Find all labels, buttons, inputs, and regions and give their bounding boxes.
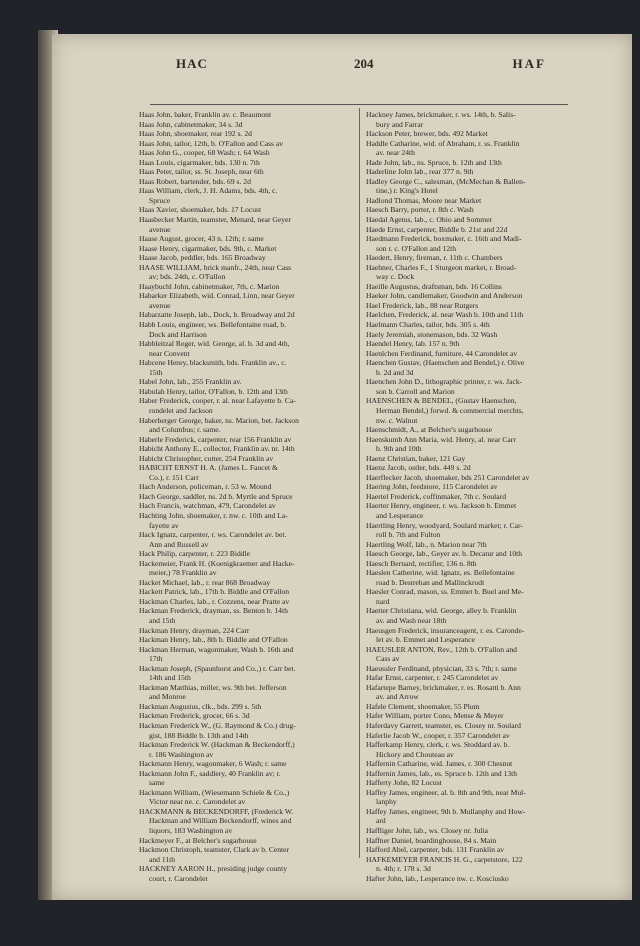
directory-entry-line: Haenskumb Ann Maria, wid. Henry, al. near Carr <box>366 434 516 444</box>
directory-entry-line: rondelet and Jackson <box>149 405 213 415</box>
directory-entry-line: Haffey James, engineer, al. b. 8th and 9th, near Mul- <box>366 787 526 797</box>
directory-entry-line: court, r. Carondelet <box>149 873 208 883</box>
directory-entry-line: Hade John, lab., ns. Spruce, b. 12th and 13th <box>366 157 502 167</box>
directory-entry-line: Haedert, Henry, fireman, r. 11th c. Chambers <box>366 253 503 263</box>
directory-entry-line: 17th <box>149 654 163 664</box>
directory-entry-line: Haeusgen Frederick, insuranceagent, r. es. Caronde- <box>366 625 525 635</box>
directory-entry-line: Habarker Elizabeth, wid. Conrad, Linn, near Geyer <box>139 291 295 301</box>
directory-entry-line: Hadley George C., salesman, (McMechan & Ballen- <box>366 176 526 186</box>
directory-entry-line: and Columbus; r. same. <box>149 425 221 435</box>
directory-entry-line: Hackman Augustus, clk., bds. 299 s. 5th <box>139 701 262 711</box>
directory-entry-line: ard <box>376 816 386 826</box>
directory-entry-line: Hackman Herman, wagonmaker, Wash b. 16th and <box>139 644 294 654</box>
directory-entry-line: Haas Robert, bartender, bds. 69 s. 2d <box>139 176 251 186</box>
directory-entry-line: Hackman Frederick W., (G. Raymond & Co.) drug- <box>139 721 296 730</box>
directory-entry-line: HAASE WILLIAM, brick manfr., 24th, near Cass <box>139 262 292 272</box>
directory-entry-line: Habb Louis, engineer, ws. Bellefontaine road, b. <box>139 320 287 330</box>
directory-entry-line: Haering John, feedstore, 115 Carondelet av <box>366 482 498 492</box>
directory-entry-line: Hadlond Thomas, Moore near Market <box>366 195 482 205</box>
directory-entry-line: Ann and Russell av <box>149 539 209 549</box>
directory-entry-line: Cass av <box>376 654 400 664</box>
directory-entry-line: Haberberger George, baker, ns. Marion, bet. Jackson <box>139 415 299 425</box>
header-rule <box>150 104 568 105</box>
directory-entry-line: Haas Xavier, shoemaker, bds. 17 Locust <box>139 205 262 215</box>
directory-entry-line: Hackson Peter, brewer, bds. 492 Market <box>366 129 488 139</box>
directory-entry-line: Hacket Michael, lab., r. rear 868 Broadway <box>139 577 271 587</box>
directory-entry-line: son r. c. O'Fallon and 12th <box>376 243 457 253</box>
directory-entry-line: Haas Peter, tailor, ss. St. Joseph, near 6th <box>139 167 264 177</box>
directory-entry-line: Haase Henry, cigarmaker, bds. 9th, c. Market <box>139 243 277 253</box>
directory-entry-line: Haas John, tailor, 12th, b. O'Fallon and Cass av <box>139 138 284 148</box>
page-header <box>76 54 566 76</box>
directory-entry-line: Haffey James, engineer, 9th b. Mullanphy and How- <box>366 806 526 816</box>
directory-entry-line: Haberle Frederick, carpenter, rear 156 Franklin av <box>139 434 292 444</box>
directory-entry-line: Haesch George, lab., Geyer av. b. Decatur and 10th <box>366 549 523 559</box>
directory-entry-line: Hackett Patrick, lab., 17th b. Biddle and O'Fallon <box>139 587 290 597</box>
directory-entry-line: Haaybuchl John, cabinetmaker, 7th, c. Marion <box>139 281 280 291</box>
directory-entry-line: Haenlchen Ferdinand, furniture, 44 Carondelet av <box>366 348 518 358</box>
directory-entry-line: Haasbecker Martin, teamster, Menard, near Geyer <box>139 215 291 225</box>
directory-entry-line: Haeker John, candlemaker, Goodwin and Anderson <box>366 291 523 301</box>
directory-entry-line: Hackmann William, (Wiesemann Schiele & Co.,) <box>139 787 290 797</box>
directory-entry-line: HACKNEY AARON H., presiding judge county <box>139 864 287 874</box>
directory-entry-line: Haas John, cabinetmaker, 34 s. 3d <box>139 119 243 129</box>
directory-entry-line: Hickory and Chouteau av <box>376 749 454 759</box>
directory-entry-line: n. 4th; r. 178 s. 3d <box>376 864 431 874</box>
directory-entry-line: Hackman Frederick, grocer, 66 s. 3d <box>139 711 250 721</box>
directory-entry-line: b. 9th and 10th <box>376 444 422 454</box>
directory-entry-line: Hafele Clement, shoemaker, 55 Plum <box>366 701 480 711</box>
directory-entry-line: Haenchen John D., lithographic printer, r. ws. Jack- <box>366 377 523 387</box>
directory-entry-line: and Monroe <box>149 692 186 702</box>
column-divider <box>359 108 360 858</box>
directory-entry-line: Haertling Wolf, lab., n. Marion near 7th <box>366 539 487 549</box>
directory-entry-line: HACKMANN & BECKENDORFF, (Frederick W. <box>139 806 294 816</box>
directory-entry-line: Haase August, grocer, 43 n. 12th; r. same <box>139 234 264 244</box>
directory-entry-line: av. and Wash near 18th <box>376 615 447 625</box>
directory-entry-line: Haelmann Charles, tailor, bds. 305 s. 4th <box>366 320 490 330</box>
directory-entry-line: Hafferty John, 82 Locust <box>366 778 442 788</box>
directory-entry-line: Hael Frederick, lab., 88 near Rutgers <box>366 300 479 310</box>
directory-entry-line: Hackman Joseph, (Spaunhorst and Co.,) r. Carr bet. <box>139 663 296 673</box>
directory-entry-line: Hafartepe Barney, brickmaker, r. es. Rosatti b. Ann <box>366 682 521 692</box>
directory-entry-line: Haddle Catharine, wid. of Abraham, r. ss. Franklin <box>366 138 520 148</box>
directory-entry-line: Haendel Henry, lab. 157 n. 9th <box>366 339 460 349</box>
directory-entry-line: avenue <box>149 300 171 310</box>
directory-entry-line: nard <box>376 596 390 606</box>
directory-entry-line: son b. Carroll and Marion <box>376 386 455 396</box>
directory-entry-line: Haely Jeremiah, stonemason, bds. 32 Wash <box>366 329 498 339</box>
directory-entry-line: liquors, 183 Washington av <box>149 826 233 836</box>
directory-entry-line: nw. c. Walnut <box>376 415 418 425</box>
directory-entry-line: Hackmann Henry, wagonmaker, 6 Wash; r. same <box>139 759 287 769</box>
directory-entry-line: avenue <box>149 224 171 234</box>
directory-entry-line: Victor near ne. c. Carondelet av <box>149 797 246 807</box>
directory-entry-line: Habcene Henry, blacksmith, bds. Franklin av., c. <box>139 358 287 368</box>
directory-entry-line: Haesler Conrad, mason, ss. Emmet b. Buel and Me- <box>366 587 524 597</box>
directory-entry-line: roll b. 7th and Fulton <box>376 530 441 540</box>
directory-entry-line: bury and Farrar <box>376 119 424 129</box>
directory-entry-line: Haenz Jacob, ostler, bds. 449 s. 2d <box>366 463 471 473</box>
directory-entry-line: Haffliger John, lab., ws. Closey nr. Julia <box>366 826 488 836</box>
directory-entry-line: Haetter Christiana, wid. George, alley b. Franklin <box>366 606 517 616</box>
directory-entry-line: Hackmon Christoph, teamster, Clark av b. Center <box>139 845 290 855</box>
directory-entry-line: Habarzatte Joseph, lab., Dock, b. Broadway and 2d <box>139 310 295 320</box>
directory-entry-line: meier,) 78 Franklin av <box>149 568 217 578</box>
directory-entry-line: Haeille Augustus, draftsman, bds. 16 Collins <box>366 281 502 291</box>
directory-entry-line: Haesch Barry, porter, r. 8th c. Wash <box>366 205 474 215</box>
directory-entry-line: Haeslen Catherine, wid. Ignatz, es. Bellefontaine <box>366 568 515 578</box>
directory-entry-line: Herman Bendel,) forwd. & commercial merchts, <box>376 405 524 415</box>
directory-entry-line: HAFKEMEYER FRANCIS H. G., carpetstore, 122 <box>366 854 523 864</box>
directory-entry-line: Haenschmidt, A., at Belcher's sugarhouse <box>366 425 493 435</box>
header-right-guide-word: HAF <box>512 56 546 71</box>
directory-entry-line: Hach George, saddler, ns. 2d b. Myrtle and Spruce <box>139 491 293 501</box>
directory-entry-line: tine,) r. King's Hotel <box>376 186 438 196</box>
directory-entry-line: and Lesperance <box>376 510 424 520</box>
directory-entry-line: Haferdavy Garrett, teamster, es. Closey nr. Soulard <box>366 721 521 730</box>
directory-entry-line: r. 186 Washington av <box>149 749 214 759</box>
directory-entry-line: 14th and 15th <box>149 673 191 683</box>
directory-entry-line: Haas William, clerk, J. H. Adams, bds. 4th, c. <box>139 186 278 196</box>
directory-entry-line: Haerter Henry, engineer, r. ws. Jackson b. Emmet <box>366 501 517 511</box>
directory-entry-line: Haas John, shoemaker, rear 192 s. 2d <box>139 129 252 139</box>
directory-entry-line: Haedmann Frederick, boxmaker, c. 16th and Madi- <box>366 234 522 244</box>
right-column <box>366 110 582 900</box>
directory-entry-line: and 15th <box>149 615 176 625</box>
header-left-guide-word: HAC <box>176 56 208 71</box>
directory-entry-line: gist, 188 Biddle b. 13th and 14th <box>149 730 249 740</box>
directory-entry-line: same <box>149 778 165 788</box>
directory-entry-line: Haehner, Charles F., 1 Sturgeon market, r. Broad- <box>366 262 517 272</box>
directory-entry-line: lanphy <box>376 797 397 807</box>
directory-entry-line: Haferlie Jacob W., cooper, r. 357 Carondelet av <box>366 730 510 740</box>
directory-entry-line: Hack Ignatz, carpenter, r. ws. Carondelet av. bet. <box>139 530 287 540</box>
directory-entry-line: Haas John, baker, Franklin av. c. Beaumont <box>139 110 272 119</box>
directory-entry-line: Haffner Daniel, boardinghouse, 84 s. Main <box>366 835 497 845</box>
directory-entry-line: let av. b. Emmet and Lesperance <box>376 635 475 645</box>
directory-entry-line: Hackmann John F., saddlery, 40 Franklin av; r. <box>139 768 281 778</box>
directory-entry-line: Haenz Christian, baker, 121 Gay <box>366 453 466 463</box>
directory-entry-line: Haertel Frederick, coffinmaker, 7th c. Soulard <box>366 491 506 501</box>
page-number: 204 <box>354 56 374 71</box>
directory-entry-line: Haesch Bernard, rectifier, 136 n. 8th <box>366 558 477 568</box>
directory-entry-line: Hafer William, porter Cono, Mense & Meyer <box>366 711 504 721</box>
directory-entry-line: Co.), r. 151 Carr <box>149 472 199 482</box>
directory-entry-line: near Convent <box>149 348 190 358</box>
directory-entry-line: HAENSCHEN & BENDEL, (Gustav Haenschen, <box>366 396 517 406</box>
directory-entry-line: Haedal Agetus, lab., c. Ohio and Sommer <box>366 215 493 225</box>
directory-entry-line: Haerflecker Jacob, shoemaker, bds 251 Carondelet av <box>366 472 530 482</box>
directory-entry-line: Haas Louis, cigarmaker, bds. 130 n. 7th <box>139 157 260 167</box>
directory-entry-line: Habicht Christopher, cutter, 254 Franklin av <box>139 453 274 463</box>
directory-entry-line: fayette av <box>149 520 179 530</box>
directory-entry-line: Dock and Harrison <box>149 329 207 339</box>
directory-entry-line: road b. Destrehan and Mallinckrodt <box>376 577 485 587</box>
directory-entry-line: Haas John G., cooper, 68 Wash; r. 64 Wash <box>139 148 270 158</box>
directory-entry-line: Haede Ernst, carpenter, Biddle b. 21st and 22d <box>366 224 508 234</box>
directory-entry-line: HAEUSLER ANTON, Rev., 12th b. O'Fallon and <box>366 644 517 654</box>
directory-entry-line: Hafter John, lab., Lesperance nw. c. Kosciusko <box>366 873 509 883</box>
directory-entry-line: Hach Francis, watchman, 479, Carondelet av <box>139 501 276 511</box>
left-column <box>139 110 355 900</box>
directory-entry-line: Haffernin Catharine, wid. James, r. 300 Chesnut <box>366 759 513 769</box>
directory-entry-line: Hafferkamp Henry, clerk, r. ws. Stoddard av. b. <box>366 740 510 750</box>
directory-entry-line: Hackman Henry, drayman, 224 Carr <box>139 625 250 635</box>
directory-entry-line: HABICHT ERNST H. A. (James L. Faucet & <box>139 463 278 473</box>
directory-entry-line: Haeussler Ferdinand, physician, 33 s. 7th; r. same <box>366 663 517 673</box>
directory-entry-line: av. and Arrow <box>376 692 419 702</box>
directory-entry-line: Hackman Matthias, miller, ws. 9th bet. Jefferson <box>139 682 287 692</box>
directory-entry-line: 15th <box>149 367 163 377</box>
directory-entry-line: Hach Anderson, policeman, r. 53 w. Mound <box>139 482 272 492</box>
directory-entry-line: Haber Frederick, cooper, r. al. near Lafayette b. Ca- <box>139 396 296 406</box>
directory-entry-line: Hackman Frederick, drayman, ss. Benton b. 14th <box>139 606 288 616</box>
directory-entry-line: Hafar Ernst, carpenter, r. 245 Carondelet av <box>366 673 499 683</box>
directory-entry-line: Habicht Anthony E., collector, Franklin av. nr. 14th <box>139 444 295 454</box>
directory-entry-line: Hack Philip, carpenter, r. 223 Biddle <box>139 549 251 559</box>
directory-entry-line: Spruce <box>149 195 171 205</box>
directory-entry-line: Habulah Henry, tailor, O'Fallon, b. 12th and 13th <box>139 386 288 396</box>
directory-entry-line: Hackman Frederick W. (Hackman & Beckendorff,) <box>139 740 295 750</box>
directory-entry-line: Haelchen, Frederick, al. near Wash b. 10th and 11th <box>366 310 524 320</box>
directory-entry-line: and 11th <box>149 854 176 864</box>
directory-entry-line: av. near 24th <box>376 148 415 158</box>
directory-entry-line: Hackman and William Beckendorff, wines and <box>149 816 292 826</box>
directory-entry-line: Hackman Charles, lab., r. Cozzens, near Pratte av <box>139 596 290 606</box>
directory-entry-line: Haffernin James, lab., es. Spruce b. 12th and 13th <box>366 768 518 778</box>
directory-entry-line: Haderline John lab., rear 377 n. 9th <box>366 167 474 177</box>
directory-entry-line: Haase Jacob, peddler, bds. 165 Broadway <box>139 253 266 263</box>
directory-entry-line: way c. Dock <box>376 272 415 282</box>
directory-entry-line: Hackman Henry, lab., 8th b. Biddle and O'Fallon <box>139 635 288 645</box>
directory-entry-line: Habel John, lab., 255 Franklin av. <box>139 377 242 387</box>
directory-entry-line: b. 2d and 3d <box>376 367 414 377</box>
directory-entry-line: Hackemeier, Frank H. (Koenigkraemer and Hacke- <box>139 558 295 568</box>
directory-entry-line: Hafford Abel, carpenter, bds. 131 Franklin av <box>366 845 505 855</box>
directory-entry-line: Hackney James, brickmaker, r. ws. 14th, b. Salis- <box>366 110 516 119</box>
directory-entry-line: Hackmeyer F., at Belcher's sugarhouse <box>139 835 257 845</box>
directory-entry-line: Haertling Henry, woodyard, Soulard market; r. Car- <box>366 520 523 530</box>
directory-entry-line: Habbleitzal Reger, wid. George, al. b. 3d and 4th, <box>139 339 290 349</box>
directory-entry-line: av; bds. 24th, c. O'Fallon <box>149 272 226 282</box>
directory-entry-line: Hachting John, shoemaker, r. nw. c. 10th and La- <box>139 510 288 520</box>
directory-entry-line: Haenchen Gustav, (Haenschen and Bendel,) r. Olive <box>366 358 525 368</box>
